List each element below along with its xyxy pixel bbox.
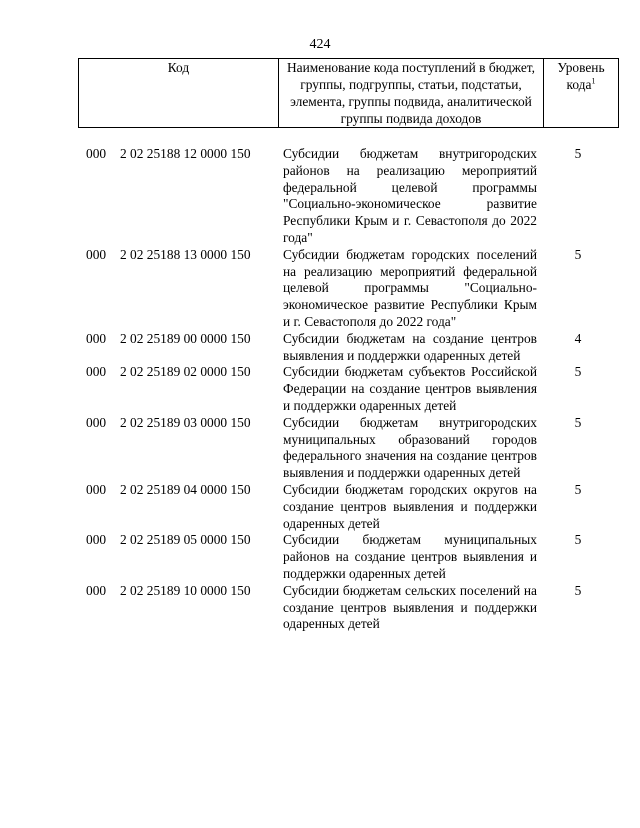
- row-prefix: 000: [86, 146, 107, 161]
- footnote-mark: 1: [591, 76, 596, 86]
- table-body: [78, 146, 614, 633]
- table-row: [78, 532, 614, 582]
- row-code: 2 02 25189 04 0000 150: [120, 481, 251, 497]
- row-level: 5: [574, 532, 582, 548]
- row-name: Субсидии бюджетам городских округов на создание центров выявления и поддержки одаренных детей: [283, 481, 537, 531]
- header-name: [279, 59, 544, 128]
- row-code: 2 02 25189 03 0000 150: [120, 414, 251, 430]
- table-row: [78, 415, 614, 482]
- row-name: Субсидии бюджетам внутригородских районов на реализацию мероприятий федеральной целевой программы "Социально-экономическое развитие Республики Крым и г. Севастополя до 2022 года": [283, 146, 537, 245]
- table-row: [78, 364, 614, 414]
- row-name: Субсидии бюджетам муниципальных районов на создание центров выявления и поддержки одаренных детей: [283, 532, 537, 581]
- row-name: Субсидии бюджетам внутригородских муниципальных образований городов федерального значения на создание центров выявления и поддержки одаренных детей: [283, 414, 537, 481]
- row-prefix: 000: [86, 481, 107, 497]
- row-level: 4: [574, 330, 582, 346]
- row-code: 2 02 25188 12 0000 150: [120, 146, 251, 161]
- row-code: 2 02 25189 10 0000 150: [120, 582, 251, 598]
- row-level: 5: [574, 481, 582, 497]
- table-row: [78, 331, 614, 365]
- row-code: 2 02 25188 13 0000 150: [120, 246, 251, 262]
- row-name: Субсидии бюджетам сельских поселений на создание центров выявления и поддержки одаренных детей: [283, 582, 537, 632]
- row-level: 5: [574, 364, 582, 380]
- row-level: 5: [574, 246, 582, 262]
- table-row: [78, 146, 614, 247]
- row-prefix: 000: [86, 246, 107, 262]
- row-level: 5: [574, 146, 582, 161]
- header-level-label: Уровень кода: [557, 60, 605, 92]
- header-code: [79, 59, 279, 128]
- table-row: [78, 583, 614, 633]
- row-name: Субсидии бюджетам городских поселений на реализацию мероприятий федеральной целевой программы "Социально-экономическое развитие Республики Крым и г. Севастополя до 2022 года": [283, 246, 537, 329]
- row-code: 2 02 25189 00 0000 150: [120, 330, 251, 346]
- header-code-label: Код: [167, 60, 190, 75]
- row-level: 5: [574, 582, 582, 598]
- row-prefix: 000: [86, 364, 107, 380]
- table-header: [78, 58, 619, 128]
- page-number: 424: [309, 37, 331, 52]
- row-code: 2 02 25189 05 0000 150: [120, 532, 251, 548]
- row-prefix: 000: [86, 582, 107, 598]
- row-prefix: 000: [86, 532, 107, 548]
- header-level: [544, 59, 619, 128]
- row-prefix: 000: [86, 330, 107, 346]
- row-code: 2 02 25189 02 0000 150: [120, 364, 251, 380]
- row-prefix: 000: [86, 414, 107, 430]
- table-row: [78, 482, 614, 532]
- row-level: 5: [574, 414, 582, 430]
- header-name-label: Наименование кода поступлений в бюджет, группы, подгруппы, статьи, подстатьи, элемента, группы подвида, аналитической группы подвида доходов: [287, 60, 535, 126]
- row-name: Субсидии бюджетам субъектов Российской Федерации на создание центров выявления и поддержки одаренных детей: [283, 364, 537, 413]
- table-row: [78, 247, 614, 331]
- row-name: Субсидии бюджетам на создание центров выявления и поддержки одаренных детей: [283, 330, 537, 363]
